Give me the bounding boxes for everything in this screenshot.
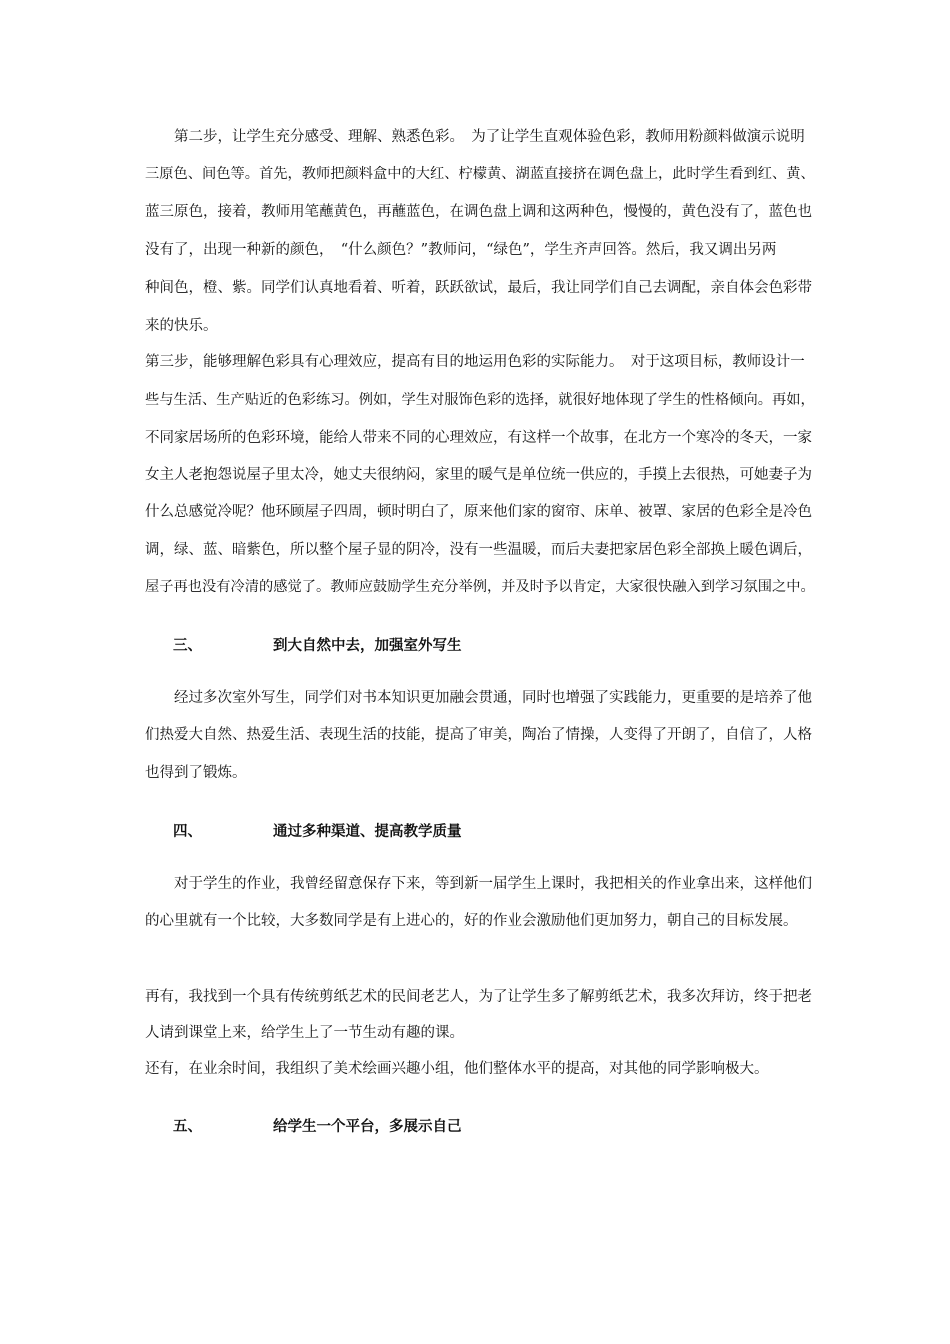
paragraph-line: 第二步，让学生充分感受、理解、熟悉色彩。 为了让学生直观体验色彩，教师用粉颜料做演示说明 [145,129,805,145]
section-heading [173,1115,462,1136]
paragraph-line: 再有，我找到一个具有传统剪纸艺术的民间老艺人，为了让学生多了解剪纸艺术，我多次拜访，终于把老 [145,989,812,1005]
section-number: 四、 [173,823,202,840]
paragraph-line: 没有了，出现一种新的颜色， “什么颜色？”教师问，“绿色”，学生齐声回答。然后，我又调出另两 [145,242,777,258]
paragraph-line: 三原色、间色等。首先，教师把颜料盒中的大红、柠檬黄、湖蓝直接挤在调色盘上，此时学生看到红、黄、 [145,166,815,182]
paragraph-line: 对于学生的作业，我曾经留意保存下来，等到新一届学生上课时，我把相关的作业拿出来，这样他们 [145,876,812,892]
paragraph-line: 们热爱大自然、热爱生活、表现生活的技能，提高了审美，陶冶了情操，人变得了开朗了，自信了，人格 [145,727,812,743]
paragraph-line: 屋子再也没有冷清的感觉了。教师应鼓励学生充分举例，并及时予以肯定，大家很快融入到学习氛围之中。 [145,579,815,595]
paragraph-line: 经过多次室外写生，同学们对书本知识更加融会贯通，同时也增强了实践能力，更重要的是培养了他 [145,690,812,706]
paragraph-line: 不同家居场所的色彩环境，能给人带来不同的心理效应，有这样一个故事，在北方一个寒冷的冬天，一家 [145,430,812,446]
section-number: 五、 [173,1118,202,1135]
paragraph-line: 什么总感觉冷呢？他环顾屋子四周，顿时明白了，原来他们家的窗帘、床单、被罩、家居的色彩全是冷色 [145,504,812,520]
paragraph-line: 人请到课堂上来，给学生上了一节生动有趣的课。 [145,1025,464,1041]
paragraph-line: 来的快乐。 [145,318,218,334]
paragraph-line: 的心里就有一个比较，大多数同学是有上进心的，好的作业会激励他们更加努力，朝自己的目标发展。 [145,913,798,929]
section-heading [173,820,462,841]
section-heading [173,634,462,655]
section-title: 给学生一个平台，多展示自己 [273,1118,462,1135]
paragraph-line: 蓝三原色，接着，教师用笔蘸黄色，再蘸蓝色，在调色盘上调和这两种色，慢慢的，黄色没有了，蓝色也 [145,204,812,220]
section-title: 到大自然中去，加强室外写生 [273,637,462,654]
paragraph-line: 种间色，橙、紫。同学们认真地看着、听着，跃跃欲试，最后，我让同学们自己去调配，亲自体会色彩带 [145,280,812,296]
paragraph-line: 第三步，能够理解色彩具有心理效应，提高有目的地运用色彩的实际能力。 对于这项目标，教师设计一 [145,354,805,370]
section-title: 通过多种渠道、提高教学质量 [273,823,462,840]
paragraph-line: 也得到了锻炼。 [145,765,247,781]
paragraph-line: 女主人老抱怨说屋子里太冷，她丈夫很纳闷，家里的暖气是单位统一供应的，手摸上去很热，可她妻子为 [145,467,812,483]
paragraph-line: 些与生活、生产贴近的色彩练习。例如，学生对服饰色彩的选择，就很好地体现了学生的性格倾向。再如， [145,392,815,408]
paragraph-line: 还有，在业余时间，我组织了美术绘画兴趣小组，他们整体水平的提高，对其他的同学影响极大。 [145,1061,769,1077]
section-number: 三、 [173,637,202,654]
paragraph-line: 调，绿、蓝、暗紫色，所以整个屋子显的阴冷，没有一些温暖，而后夫妻把家居色彩全部换上暖色调后， [145,542,812,558]
